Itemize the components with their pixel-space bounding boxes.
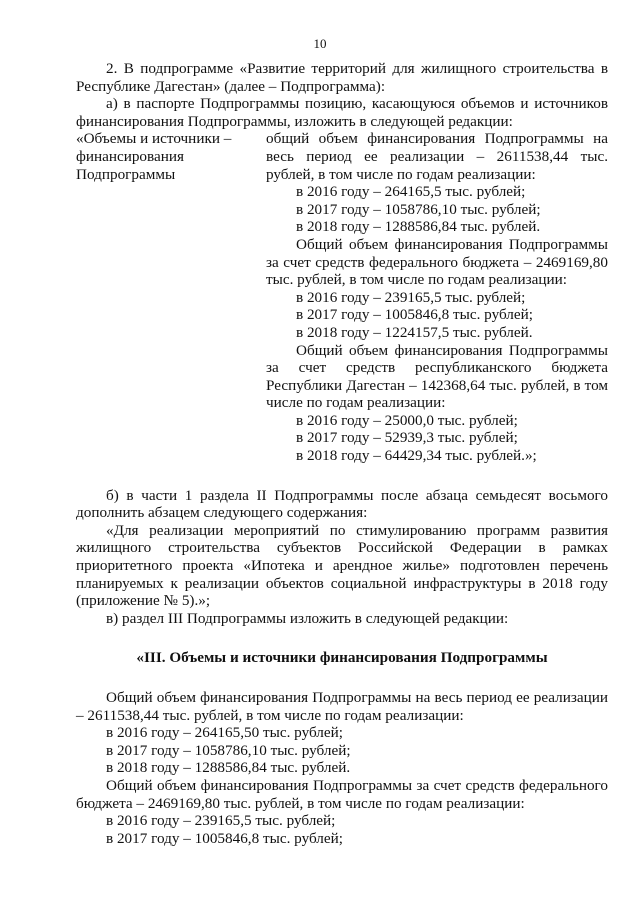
passport-line: в 2016 году – 25000,0 тыс. рублей;: [296, 411, 518, 429]
document-body: [76, 60, 608, 847]
passport-line: в 2016 году – 264165,5 тыс. рублей;: [296, 183, 526, 201]
passport-line: в 2017 году – 1005846,8 тыс. рублей;: [296, 306, 533, 324]
section-heading: «III. Объемы и источники финансирования Подпрограммы: [136, 649, 548, 667]
page-number: 10: [313, 36, 327, 51]
paragraph-v: в) раздел III Подпрограммы изложить в следующей редакции:: [106, 609, 509, 627]
passport-line: в 2017 году – 52939,3 тыс. рублей;: [296, 429, 518, 447]
section-line: Общий объем финансирования Подпрограммы на весь период ее реализации – 2611538,44 тыс. рублей, в том числе по годам реализации:: [76, 689, 608, 724]
passport-right-cell: [251, 130, 608, 464]
section-line: в 2017 году – 1005846,8 тыс. рублей;: [106, 829, 343, 847]
passport-line: в 2018 году – 1288586,84 тыс. рублей.: [296, 218, 541, 236]
section-line: в 2016 году – 264165,50 тыс. рублей;: [106, 724, 343, 742]
section-line: в 2016 году – 239165,5 тыс. рублей;: [106, 812, 336, 830]
passport-line: Общий объем финансирования Подпрограммы за счет средств республиканского бюджета Республики Дагестан – 142368,64 тыс. рублей, в том числе по годам реализации:: [266, 341, 608, 412]
passport-line: в 2016 году – 239165,5 тыс. рублей;: [296, 288, 526, 306]
paragraph-intro-1: 2. В подпрограмме «Развитие территорий для жилищного строительства в Республике Дагестан» (далее – Подпрограмма):: [76, 60, 608, 95]
passport-line: в 2018 году – 1224157,5 тыс. рублей.: [296, 323, 533, 341]
paragraph-intro-2: а) в паспорте Подпрограммы позицию, касающуюся объемов и источников финансирования Подпрограммы, изложить в следующей редакции:: [76, 95, 608, 130]
section-line: Общий объем финансирования Подпрограммы за счет средств федерального бюджета – 2469169,80 тыс. рублей, в том числе по годам реализации:: [76, 776, 608, 812]
passport-line: общий объем финансирования Подпрограммы на весь период ее реализации – 2611538,44 тыс. рублей, в том числе по годам реализации:: [266, 130, 608, 183]
passport-line: в 2018 году – 64429,34 тыс. рублей.»;: [296, 447, 537, 465]
paragraph-b: б) в части 1 раздела II Подпрограммы после абзаца семьдесят восьмого дополнить абзацем следующего содержания:: [76, 486, 608, 522]
passport-left-cell: «Объемы и источники – финансирования Подпрограммы: [76, 130, 232, 183]
section-line: в 2018 году – 1288586,84 тыс. рублей.: [106, 759, 351, 777]
passport-line: Общий объем финансирования Подпрограммы за счет средств федерального бюджета – 2469169,80 тыс. рублей, в том числе по годам реализации:: [266, 235, 608, 289]
section-line: в 2017 году – 1058786,10 тыс. рублей;: [106, 741, 351, 759]
passport-line: в 2017 году – 1058786,10 тыс. рублей;: [296, 200, 541, 218]
passport-table: [76, 130, 608, 464]
paragraph-quote: «Для реализации мероприятий по стимулированию программ развития жилищного строительства субъектов Российской Федерации в рамках приоритетного проекта «Ипотека и арендное жилье» подготовлен перечень планируемых к реализации объектов социальной инфраструктуры в 2018 году (приложение № 5).»;: [76, 521, 608, 610]
